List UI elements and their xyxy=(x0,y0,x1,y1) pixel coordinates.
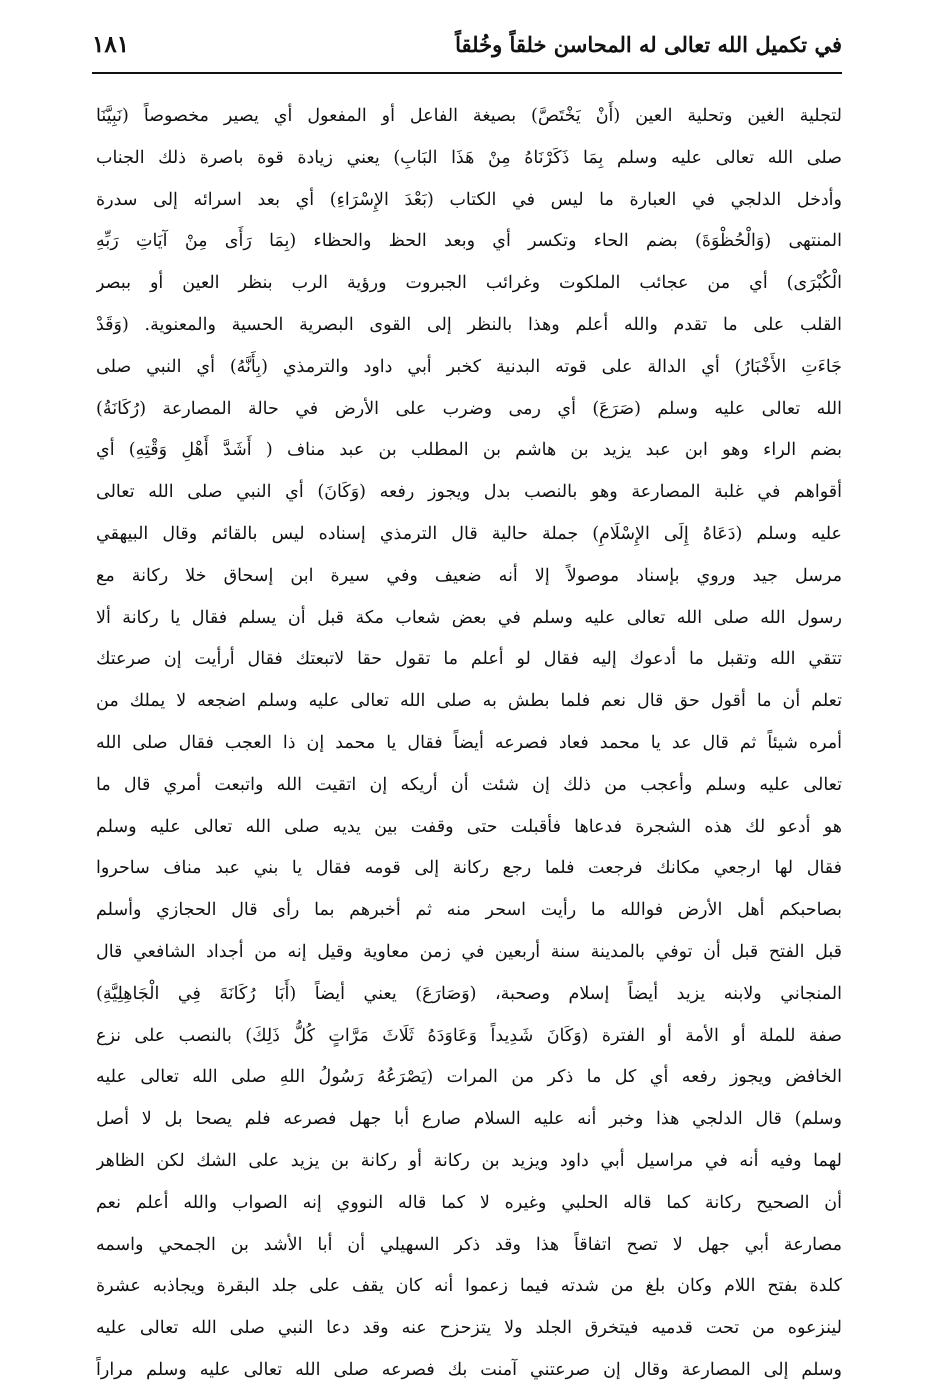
page-number: ١٨١ xyxy=(92,30,130,58)
header-rule xyxy=(92,72,842,74)
text-line: لهما وفيه أنه في مراسيل أبي داود ويزيد بن ركانة أو ركانة بن يزيد على الشك لكن الظاهر xyxy=(96,1150,842,1171)
text-line: عليه وسلم (دَعَاهُ إِلَى الإِسْلَامِ) جملة حالية قال الترمذي إسناده ليس بالقائم وقال البيهقي xyxy=(96,523,842,544)
text-line: تعالى عليه وسلم وأعجب من ذلك إن شئت أن أريكه إن اتقيت الله واتبعت أمري قال ما xyxy=(96,774,842,795)
text-line: كلدة بفتح اللام وكان بلغ من شدته فيما زعموا أنه كان يقف على جلد البقرة ويجاذبه عشرة xyxy=(96,1276,842,1297)
text-line: مرسل جيد وروي بإسناد موصولاً إلا أنه ضعيف وفي سيرة ابن إسحاق خلا ركانة مع xyxy=(96,565,842,586)
text-line: صلى الله تعالى عليه وسلم بِمَا ذَكَرْنَاهُ مِنْ هَذَا البَابِ) يعني زيادة قوة باصرة ذلك الجناب xyxy=(96,147,842,168)
text-line: المنتهى (وَالْحُظْوَةَ) بضم الحاء وتكسر أي وبعد الحظ والحظاء (بِمَا رَأَى مِنْ آيَاتِ رَبِّهِ xyxy=(96,231,842,252)
text-line: بصاحبكم أهل الأرض فوالله ما رأيت اسحر منه ثم أخبرهم بما رأى قال الحجازي وأسلم xyxy=(96,900,842,921)
text-line: الله تعالى عليه وسلم (صَرَعَ) أي رمى وضرب على الأرض في حالة المصارعة (رُكَانَةُ) xyxy=(96,398,842,419)
text-line: المنجاني ولابنه يزيد أيضاً إسلام وصحبة، (وَصَارَعَ) يعني أيضاً (أَبَا رُكَانَةَ فِي الْجَاهِلِيَّةِ) xyxy=(96,983,842,1004)
text-line: قبل الفتح قبل أن توفي بالمدينة سنة أربعين في زمن معاوية وقيل إنه من أجداد الشافعي قال xyxy=(96,941,842,962)
text-line: مصارعة أبي جهل لا تصح اتفاقاً هذا وقد ذكر السهيلي أن أبا الأشد بن الجمحي واسمه xyxy=(96,1234,842,1255)
body-text xyxy=(96,96,842,1392)
text-line: صفة للملة أو الأمة أو الفترة (وَكَانَ شَدِيداً وَعَاوَدَهُ ثَلَاثَ مَرَّاتٍ كُلُّ ذَلِكَ) بالنصب على نزع xyxy=(96,1025,842,1046)
text-line: هو أدعو لك هذه الشجرة فدعاها فأقبلت حتى وقفت بين يديه صلى الله تعالى عليه وسلم xyxy=(96,816,842,837)
text-line: بضم الراء وهو ابن عبد يزيد بن هاشم بن المطلب بن عبد مناف ( أَشَدَّ أَهْلِ وَقْتِهِ) أي xyxy=(96,440,842,461)
text-line: أمره شيئاً ثم قال عد يا محمد فعاد فصرعه أيضاً فقال يا محمد إن ذا العجب فقال صلى الله xyxy=(96,732,842,753)
text-line: تعلم أن ما أقول حق قال نعم فلما بطش به صلى الله تعالى عليه وسلم اضجعه لا يملك من xyxy=(96,691,842,712)
text-line: الْكُبْرَى) أي من عجائب الملكوت وغرائب الجبروت ورؤية الرب بنظر العين أو ببصر xyxy=(96,273,842,294)
text-line: لتجلية الغين وتحلية العين (أَنْ يَخْتَصَّ) بصيغة الفاعل أو المفعول أي يصير مخصوصاً (نَبِيَّنَا xyxy=(96,106,842,126)
running-head xyxy=(92,24,842,64)
text-line: فقال لها ارجعي مكانك فرجعت فلما رجع ركانة إلى قومه فقال يا بني عبد مناف ساحروا xyxy=(96,858,842,879)
text-line: أقواهم في غلبة المصارعة وهو بالنصب بدل ويجوز رفعه (وَكَانَ) أي النبي صلى الله تعالى xyxy=(96,482,842,503)
text-line: الخافض ويجوز رفعه أي كل ما ذكر من المرات (يَصْرَعُهُ رَسُولُ اللهِ صلى الله تعالى عليه xyxy=(96,1067,842,1088)
running-title: في تكميل الله تعالى له المحاسن خلقاً وخُلقاً xyxy=(455,31,842,57)
text-line: تتقي الله وتقبل ما أدعوك إليه فقال لو أعلم ما تقول حقا لاتبعتك فقال أرأيت إن صرعتك xyxy=(96,649,842,670)
text-line: وأدخل الدلجي في العبارة ما ليس في الكتاب (بَعْدَ الإِسْرَاءِ) أي بعد اسرائه إلى سدرة xyxy=(96,189,842,210)
text-line: لينزعوه من تحت قدميه فيتخرق الجلد ولا يتزحزح عنه وقد دعا النبي صلى الله تعالى عليه xyxy=(96,1318,842,1339)
text-line: جَاءَتِ الأَخْبَارُ) أي الدالة على قوته البدنية كخبر أبي داود والترمذي (بِأَنَّهُ) أي النبي صلى xyxy=(96,356,842,377)
text-line: القلب على ما تقدم والله أعلم وهذا بالنظر إلى القوى البصرية الحسية والمعنوية. (وَقَدْ xyxy=(96,314,842,335)
text-line: رسول الله صلى الله تعالى عليه وسلم في بعض شعاب مكة قبل أن يسلم فقال يا ركانة ألا xyxy=(96,607,842,628)
text-line: أن الصحيح ركانة كما قاله الحلبي وغيره لا كما قاله النووي إنه الصواب والله أعلم نعم xyxy=(96,1192,842,1213)
text-line: وسلم إلى المصارعة وقال إن صرعتني آمنت بك فصرعه صلى الله تعالى عليه وسلم مراراً xyxy=(96,1359,842,1380)
text-line: وسلم) قال الدلجي هذا وخبر أنه عليه السلام صارع أبا جهل فصرعه فلم يصحا بل لا أصل xyxy=(96,1109,842,1130)
